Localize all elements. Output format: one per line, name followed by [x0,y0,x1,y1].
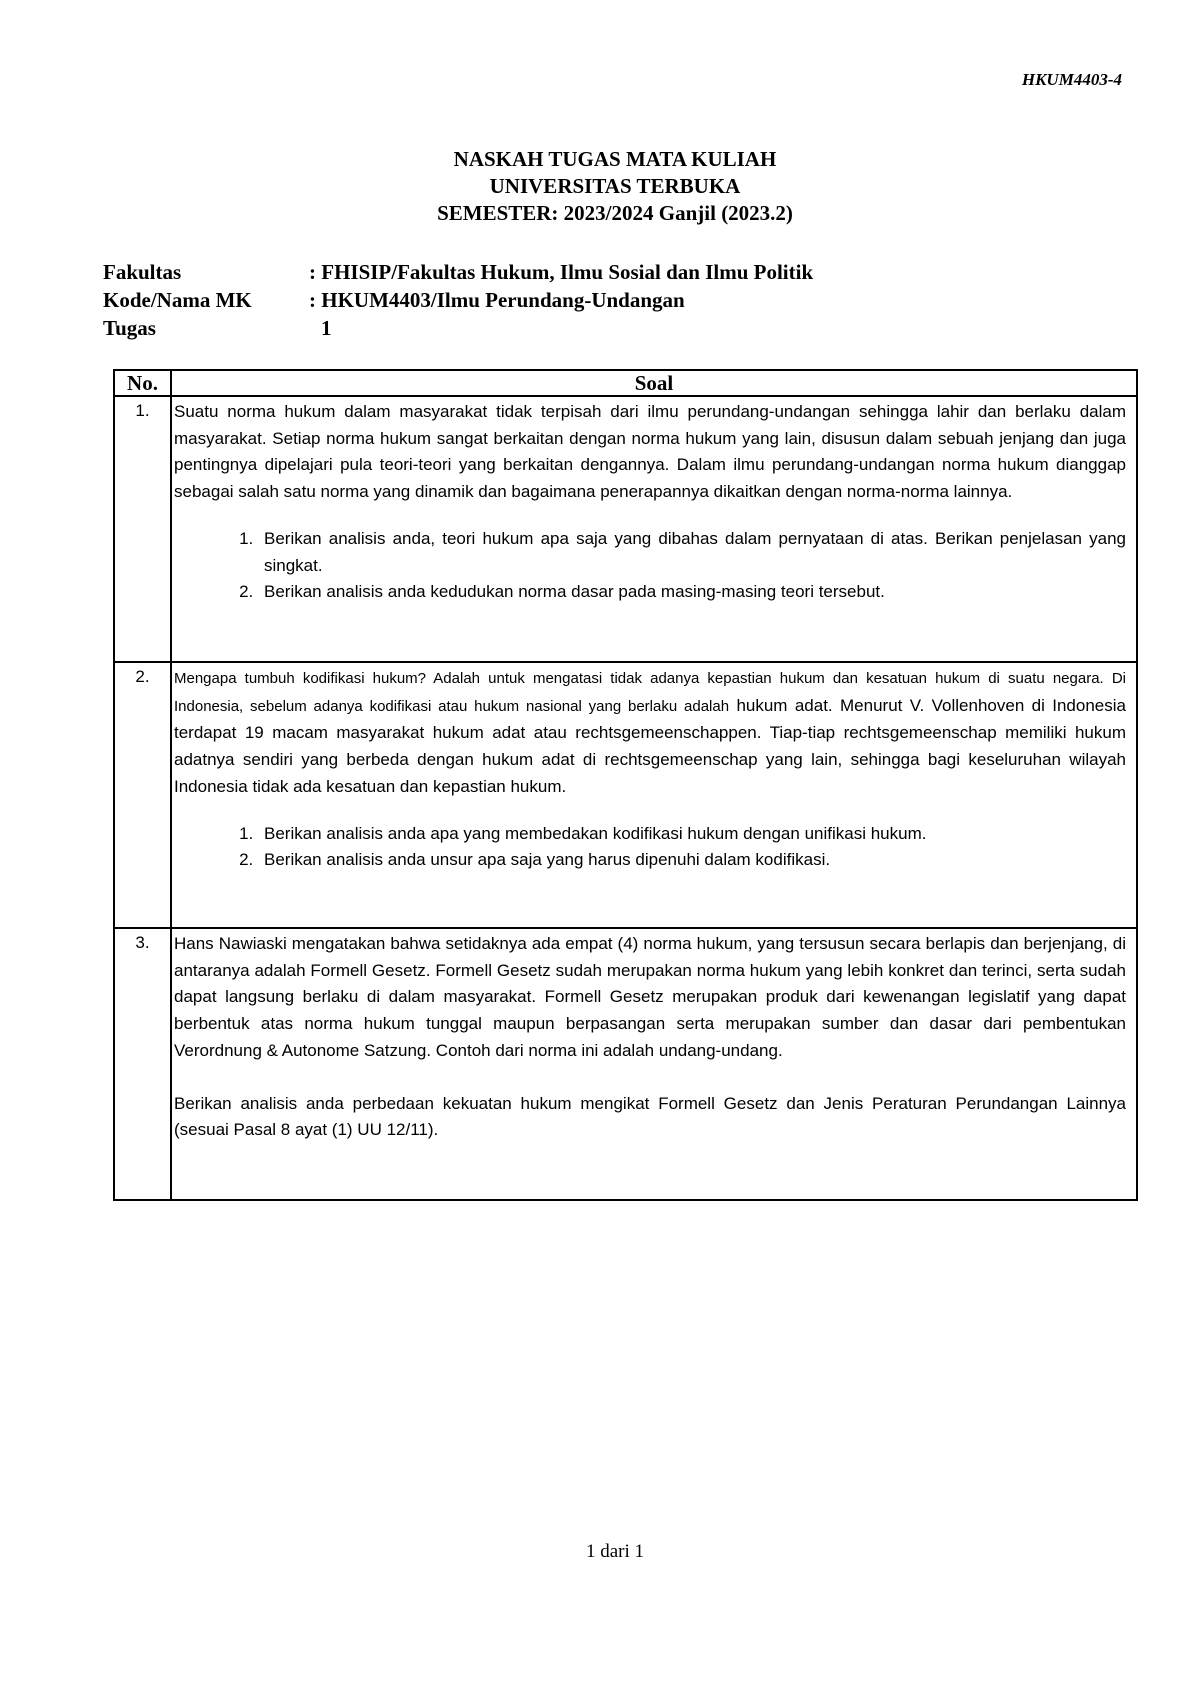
meta-row-fakultas [103,258,813,286]
list-item: 2. Berikan analisis anda unsur apa saja yang harus dipenuhi dalam kodifikasi. [258,847,1126,874]
question-number: 1. [114,396,171,662]
question-list [174,526,1126,606]
question-text-small: Mengapa tumbuh kodifikasi hukum? Adalah untuk mengatasi tidak adanya kepastian hukum dan kesatuan hukum di suatu negara. Di Indonesia, sebelum adanya kodifikasi atau hukum nasional yang berlaku adalah [174,670,1126,715]
question-text: Suatu norma hukum dalam masyarakat tidak terpisah dari ilmu perundang-undangan sehingga lahir dan berlaku dalam masyarakat. Setiap norma hukum sangat berkaitan dengan norma hukum yang lain, disusun dalam sebuah jenjang dan juga pentingnya dipelajari pula teori-teori yang berkaitan dengannya. Dalam ilmu perundang-undangan norma hukum dianggap sebagai salah satu norma yang dinamik dan bagaimana penerapannya dikaitkan dengan norma-norma lainnya. [174,402,1126,502]
kode-value: : HKUM4403/Ilmu Perundang-Undangan [309,288,685,312]
list-item: 2. Berikan analisis anda kedudukan norma dasar pada masing-masing teori tersebut. [258,579,1126,606]
question-list [174,821,1126,874]
header-no: No. [114,370,171,396]
question-content [171,396,1137,662]
question-text-group [174,665,1126,801]
tugas-label: Tugas [103,316,156,340]
meta-row-tugas [103,314,813,342]
title-line-3: SEMESTER: 2023/2024 Ganjil (2023.2) [437,201,793,225]
questions-table [113,369,1138,1201]
table-row [114,928,1137,1200]
tugas-value: 1 [321,316,332,340]
meta-row-kode [103,286,813,314]
page-number: 1 dari 1 [585,1541,645,1562]
fakultas-label: Fakultas [103,260,182,284]
kode-label: Kode/Nama MK [103,288,252,312]
question-instruction: Berikan analisis anda perbedaan kekuatan hukum mengikat Formell Gesetz dan Jenis Peraturan Perundangan Lainnya (sesuai Pasal 8 ayat (1) UU 12/11). [174,1093,1126,1140]
title-line-2: UNIVERSITAS TERBUKA [489,174,741,198]
document-code: HKUM4403-4 [1021,70,1122,89]
table-row [114,662,1137,928]
table-header-row [114,370,1137,396]
question-number: 2. [114,662,171,928]
table-row [114,396,1137,662]
question-text: hukum adat. Menurut V. Vollenhoven di Indonesia terdapat 19 macam masyarakat hukum adat atau rechtsgemeenschappen. Tiap-tiap rechtsgemeenschap memiliki hukum adatnya sendiri yang berbeda dengan hukum adat di rechtsgemeenschap yang lain, sehingga bagi keseluruhan wilayah Indonesia tidak ada kesatuan dan kepastian hukum. [174,695,1126,796]
header-soal: Soal [171,370,1137,396]
course-info [103,258,813,342]
title-line-1: NASKAH TUGAS MATA KULIAH [453,147,777,171]
list-item: 1. Berikan analisis anda, teori hukum apa saja yang dibahas dalam pernyataan di atas. Berikan penjelasan yang singkat. [258,526,1126,579]
document-title [0,146,1200,227]
question-content [171,928,1137,1200]
question-content [171,662,1137,928]
question-text: Hans Nawiaski mengatakan bahwa setidaknya ada empat (4) norma hukum, yang tersusun secara berlapis dan berjenjang, di antaranya adalah Formell Gesetz. Formell Gesetz sudah merupakan norma hukum yang lebih konkret dan terinci, serta sudah dapat langsung berlaku di dalam masyarakat. Formell Gesetz merupakan produk dari kewenangan legislatif yang dapat berbentuk atas norma hukum tunggal maupun berpasangan serta merupakan sumber dan dasar dari pembentukan Verordnung & Autonome Satzung. Contoh dari norma ini adalah undang-undang. [174,934,1126,1060]
fakultas-value: : FHISIP/Fakultas Hukum, Ilmu Sosial dan Ilmu Politik [309,260,814,284]
list-item: 1. Berikan analisis anda apa yang membedakan kodifikasi hukum dengan unifikasi hukum. [258,821,1126,848]
question-number: 3. [114,928,171,1200]
